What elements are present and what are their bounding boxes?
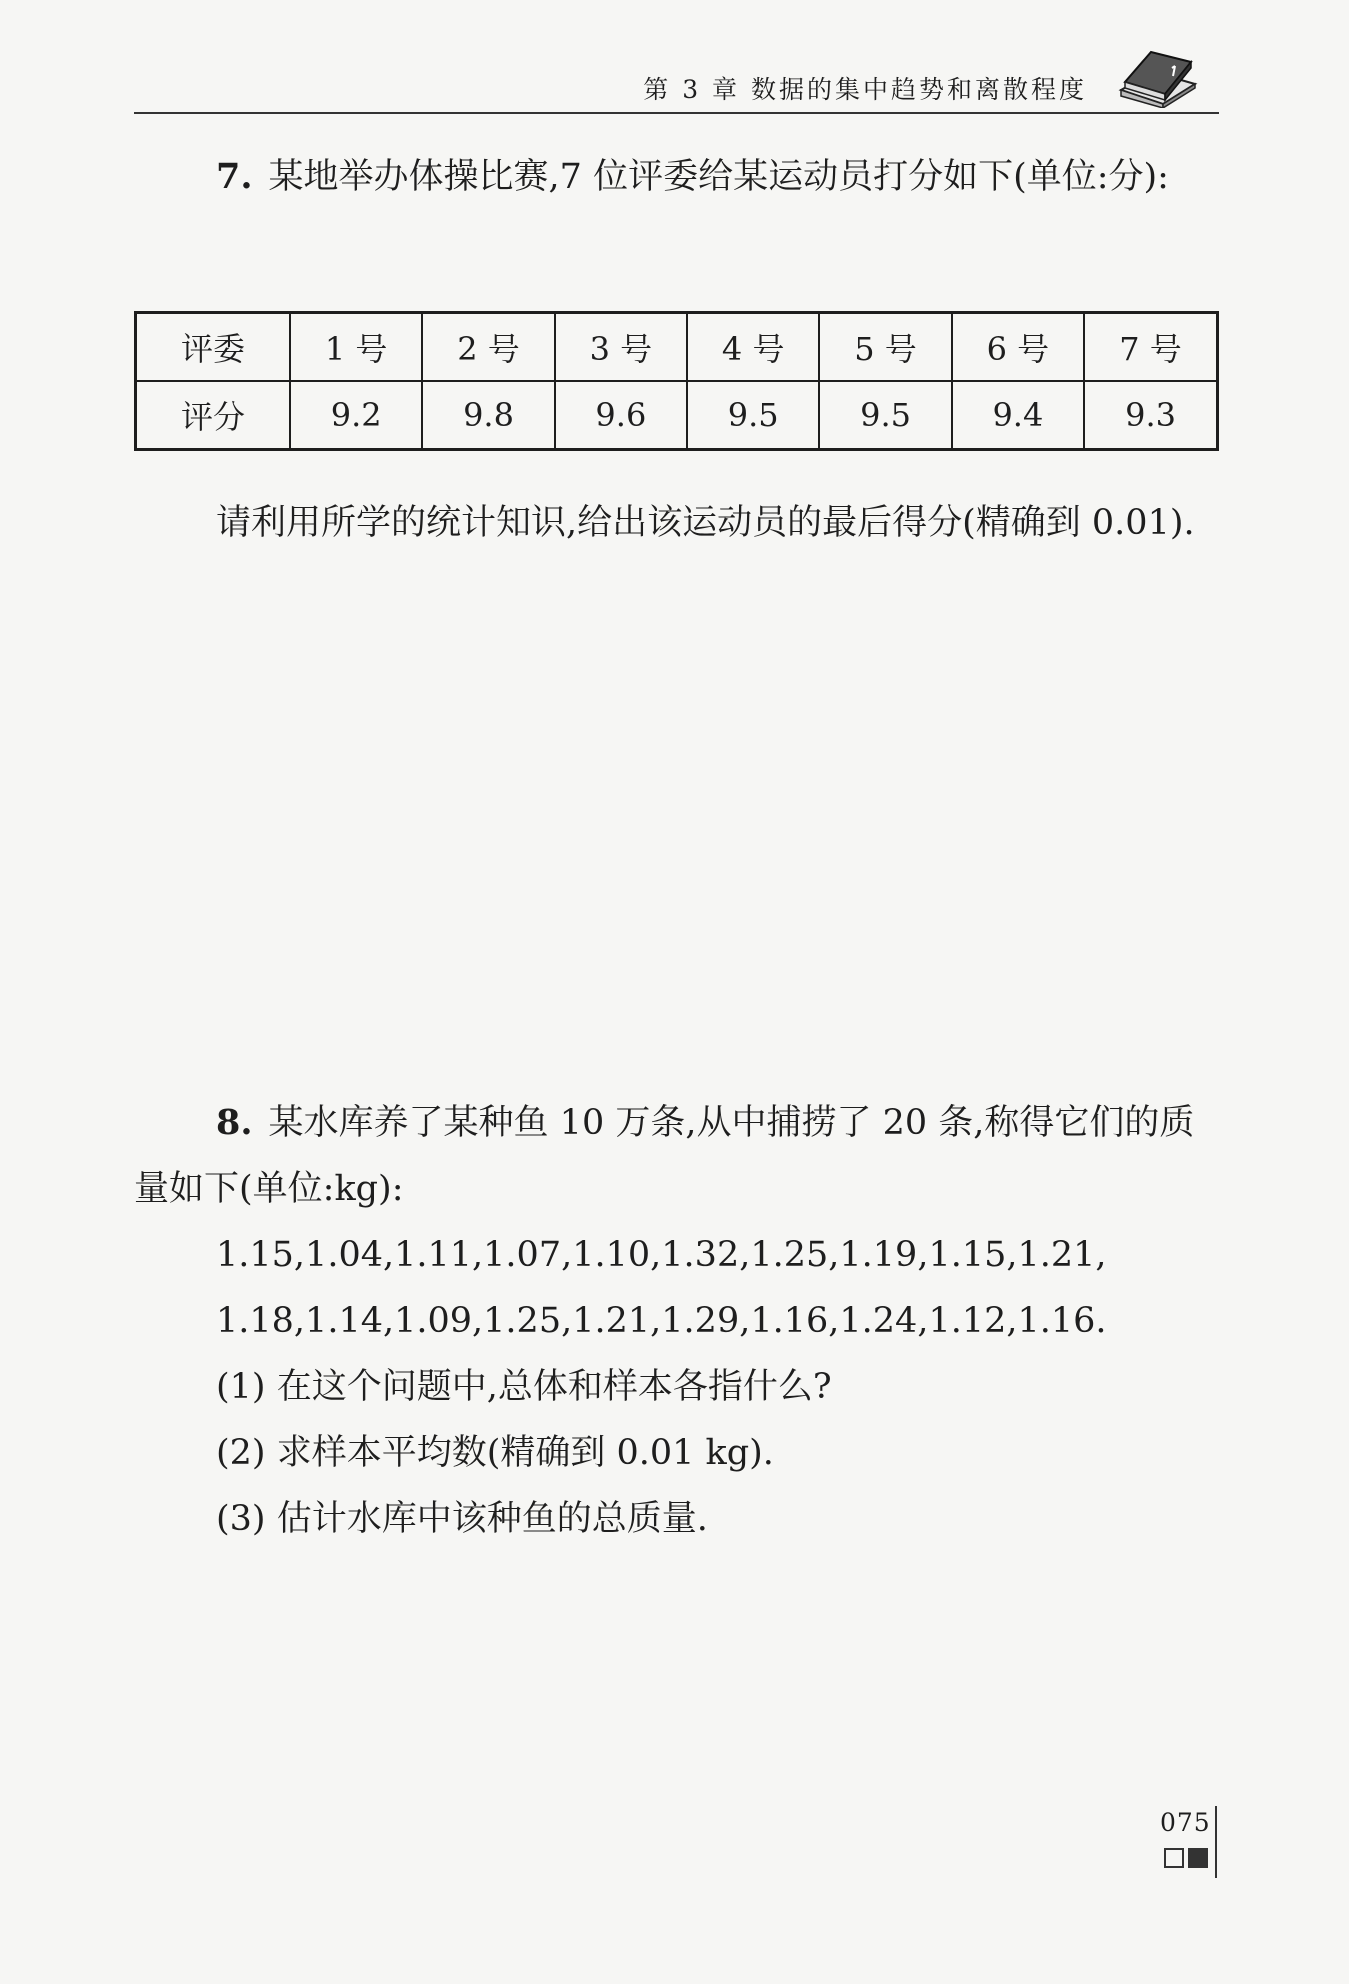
table-cell: 5 号 [819, 313, 951, 382]
table-cell: 9.2 [290, 381, 422, 450]
score-table [134, 311, 1219, 451]
table-cell: 9.8 [422, 381, 554, 450]
table-cell: 评委 [136, 313, 291, 382]
question-7 [134, 144, 1219, 210]
question-7-prompt [134, 490, 1219, 556]
chapter-title: 第 3 章 数据的集中趋势和离散程度 [643, 75, 1087, 104]
book-icon [1115, 46, 1201, 108]
table-cell: 1 号 [290, 313, 422, 382]
table-cell: 9.4 [952, 381, 1084, 450]
page-number: 075 [1160, 1808, 1211, 1837]
table-cell: 9.3 [1084, 381, 1217, 450]
filled-square-icon [1188, 1848, 1208, 1868]
table-cell: 9.5 [687, 381, 819, 450]
question-8-number: 8. [216, 1102, 253, 1143]
sub-question-2: (2) 求样本平均数(精确到 0.01 kg). [216, 1433, 774, 1473]
score-table-header-row [136, 313, 1218, 382]
sub-question-1: (1) 在这个问题中,总体和样本各指什么? [216, 1367, 832, 1407]
question-8-text: 某水库养了某种鱼 10 万条,从中捕捞了 20 条,称得它们的质量如下(单位:kg): [134, 1103, 1195, 1209]
data-line-1: 1.15,1.04,1.11,1.07,1.10,1.32,1.25,1.19,1.15,1.21, [216, 1235, 1107, 1275]
table-cell: 2 号 [422, 313, 554, 382]
table-cell: 3 号 [555, 313, 687, 382]
question-7-number: 7. [216, 156, 253, 197]
sub-question-3: (3) 估计水库中该种鱼的总质量. [216, 1499, 708, 1539]
score-table-data-row [136, 381, 1218, 450]
table-cell: 7 号 [1084, 313, 1217, 382]
question-8 [134, 1090, 1219, 1552]
table-cell: 9.5 [819, 381, 951, 450]
hollow-square-icon [1164, 1848, 1184, 1868]
question-7-text: 某地举办体操比赛,7 位评委给某运动员打分如下(单位:分): [268, 157, 1169, 197]
table-cell: 4 号 [687, 313, 819, 382]
question-7-question: 请利用所学的统计知识,给出该运动员的最后得分(精确到 0.01). [216, 503, 1195, 543]
data-line-2: 1.18,1.14,1.09,1.25,1.21,1.29,1.16,1.24,1.12,1.16. [216, 1301, 1107, 1341]
table-cell: 评分 [136, 381, 291, 450]
page-header [134, 40, 1219, 114]
footer-divider [1215, 1806, 1217, 1878]
table-cell: 9.6 [555, 381, 687, 450]
table-cell: 6 号 [952, 313, 1084, 382]
